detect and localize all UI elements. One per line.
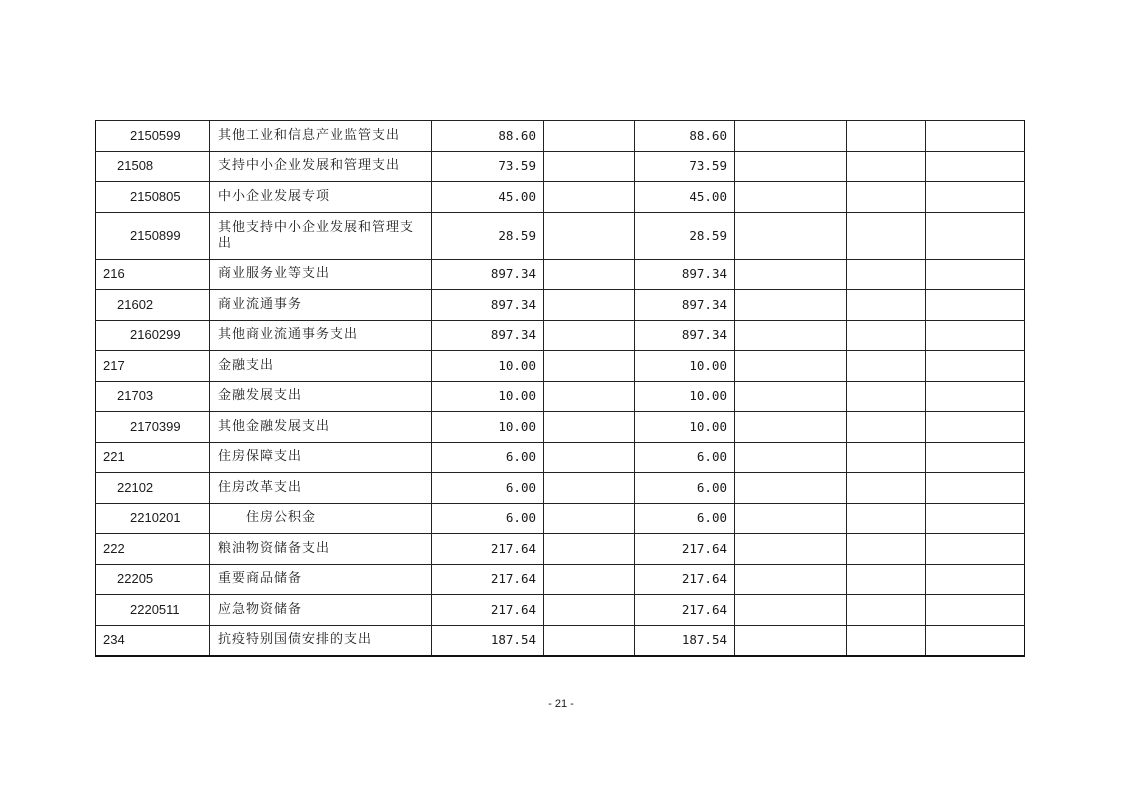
- total-amount-cell: 217.64: [432, 595, 544, 626]
- total-amount-cell: 217.64: [432, 534, 544, 565]
- amount-cell: [735, 351, 847, 382]
- subject-name-cell: 住房保障支出: [210, 442, 432, 473]
- total-amount-cell: 10.00: [432, 351, 544, 382]
- total-amount-cell: 217.64: [432, 564, 544, 595]
- page-number: - 21 -: [548, 698, 574, 710]
- amount-cell: [926, 290, 1025, 321]
- amount-cell: [926, 473, 1025, 504]
- amount-cell: [735, 151, 847, 182]
- table-row: [96, 151, 1025, 182]
- amount-cell: [926, 381, 1025, 412]
- table-row: [96, 290, 1025, 321]
- basic-expenditure-cell: 88.60: [635, 121, 735, 152]
- subject-code-cell: 234: [96, 625, 210, 656]
- amount-cell: [735, 121, 847, 152]
- amount-cell: [544, 182, 635, 213]
- subject-name-cell: 其他支持中小企业发展和管理支出: [210, 212, 432, 259]
- amount-cell: [544, 473, 635, 504]
- subject-name-cell: 其他工业和信息产业监管支出: [210, 121, 432, 152]
- table-row: [96, 473, 1025, 504]
- subject-name-cell: 抗疫特别国债安排的支出: [210, 625, 432, 656]
- basic-expenditure-cell: 187.54: [635, 625, 735, 656]
- subject-name-cell: 其他商业流通事务支出: [210, 320, 432, 351]
- amount-cell: [544, 412, 635, 443]
- subject-code-cell: 2210201: [96, 503, 210, 534]
- subject-name-cell: 住房公积金: [210, 503, 432, 534]
- subject-name-cell: 重要商品储备: [210, 564, 432, 595]
- table-row: [96, 442, 1025, 473]
- amount-cell: [926, 595, 1025, 626]
- amount-cell: [926, 625, 1025, 656]
- subject-code-cell: 21602: [96, 290, 210, 321]
- amount-cell: [847, 121, 926, 152]
- basic-expenditure-cell: 73.59: [635, 151, 735, 182]
- subject-name-cell: 支持中小企业发展和管理支出: [210, 151, 432, 182]
- amount-cell: [735, 182, 847, 213]
- amount-cell: [847, 381, 926, 412]
- amount-cell: [926, 151, 1025, 182]
- amount-cell: [735, 534, 847, 565]
- table-row: [96, 412, 1025, 443]
- amount-cell: [847, 259, 926, 290]
- subject-code-cell: 221: [96, 442, 210, 473]
- amount-cell: [847, 534, 926, 565]
- amount-cell: [735, 473, 847, 504]
- subject-name-cell: 中小企业发展专项: [210, 182, 432, 213]
- total-amount-cell: 6.00: [432, 442, 544, 473]
- amount-cell: [926, 564, 1025, 595]
- basic-expenditure-cell: 10.00: [635, 351, 735, 382]
- basic-expenditure-cell: 897.34: [635, 320, 735, 351]
- basic-expenditure-cell: 10.00: [635, 412, 735, 443]
- amount-cell: [544, 212, 635, 259]
- table-row: [96, 320, 1025, 351]
- amount-cell: [926, 503, 1025, 534]
- basic-expenditure-cell: 217.64: [635, 595, 735, 626]
- amount-cell: [735, 412, 847, 443]
- total-amount-cell: 73.59: [432, 151, 544, 182]
- amount-cell: [544, 351, 635, 382]
- table-row: [96, 121, 1025, 152]
- amount-cell: [544, 534, 635, 565]
- amount-cell: [926, 534, 1025, 565]
- basic-expenditure-cell: 6.00: [635, 442, 735, 473]
- subject-code-cell: 216: [96, 259, 210, 290]
- table-body: [96, 121, 1025, 657]
- amount-cell: [926, 412, 1025, 443]
- amount-cell: [544, 259, 635, 290]
- budget-table: [95, 120, 1025, 657]
- table-row: [96, 381, 1025, 412]
- amount-cell: [847, 473, 926, 504]
- table-row: [96, 625, 1025, 656]
- total-amount-cell: 897.34: [432, 259, 544, 290]
- subject-name-cell: 金融发展支出: [210, 381, 432, 412]
- amount-cell: [847, 412, 926, 443]
- basic-expenditure-cell: 6.00: [635, 503, 735, 534]
- basic-expenditure-cell: 897.34: [635, 259, 735, 290]
- amount-cell: [847, 442, 926, 473]
- table-row: [96, 503, 1025, 534]
- amount-cell: [544, 121, 635, 152]
- amount-cell: [847, 595, 926, 626]
- amount-cell: [926, 442, 1025, 473]
- table-row: [96, 595, 1025, 626]
- subject-code-cell: 22102: [96, 473, 210, 504]
- amount-cell: [544, 381, 635, 412]
- total-amount-cell: 6.00: [432, 503, 544, 534]
- subject-name-cell: 住房改革支出: [210, 473, 432, 504]
- amount-cell: [847, 564, 926, 595]
- subject-code-cell: 2220511: [96, 595, 210, 626]
- amount-cell: [544, 290, 635, 321]
- basic-expenditure-cell: 10.00: [635, 381, 735, 412]
- table-row: [96, 351, 1025, 382]
- subject-code-cell: 2150805: [96, 182, 210, 213]
- subject-code-cell: 217: [96, 351, 210, 382]
- basic-expenditure-cell: 897.34: [635, 290, 735, 321]
- basic-expenditure-cell: 217.64: [635, 564, 735, 595]
- amount-cell: [544, 320, 635, 351]
- subject-name-cell: 商业服务业等支出: [210, 259, 432, 290]
- subject-name-cell: 应急物资储备: [210, 595, 432, 626]
- amount-cell: [735, 212, 847, 259]
- amount-cell: [735, 320, 847, 351]
- amount-cell: [847, 320, 926, 351]
- total-amount-cell: 88.60: [432, 121, 544, 152]
- total-amount-cell: 897.34: [432, 320, 544, 351]
- amount-cell: [926, 259, 1025, 290]
- basic-expenditure-cell: 28.59: [635, 212, 735, 259]
- amount-cell: [735, 564, 847, 595]
- table-row: [96, 182, 1025, 213]
- amount-cell: [735, 259, 847, 290]
- amount-cell: [847, 625, 926, 656]
- subject-name-cell: 金融支出: [210, 351, 432, 382]
- subject-name-cell: 商业流通事务: [210, 290, 432, 321]
- subject-code-cell: 22205: [96, 564, 210, 595]
- amount-cell: [847, 182, 926, 213]
- table-row: [96, 534, 1025, 565]
- amount-cell: [735, 595, 847, 626]
- amount-cell: [926, 121, 1025, 152]
- subject-code-cell: 2170399: [96, 412, 210, 443]
- table-row: [96, 564, 1025, 595]
- subject-code-cell: 222: [96, 534, 210, 565]
- table-row: [96, 212, 1025, 259]
- amount-cell: [735, 290, 847, 321]
- subject-code-cell: 21703: [96, 381, 210, 412]
- total-amount-cell: 897.34: [432, 290, 544, 321]
- total-amount-cell: 6.00: [432, 473, 544, 504]
- subject-code-cell: 2150899: [96, 212, 210, 259]
- total-amount-cell: 45.00: [432, 182, 544, 213]
- amount-cell: [735, 442, 847, 473]
- amount-cell: [735, 625, 847, 656]
- amount-cell: [847, 290, 926, 321]
- table-row: [96, 259, 1025, 290]
- total-amount-cell: 10.00: [432, 381, 544, 412]
- amount-cell: [544, 625, 635, 656]
- amount-cell: [544, 564, 635, 595]
- amount-cell: [847, 212, 926, 259]
- amount-cell: [926, 320, 1025, 351]
- amount-cell: [926, 351, 1025, 382]
- amount-cell: [735, 503, 847, 534]
- subject-name-cell: 其他金融发展支出: [210, 412, 432, 443]
- amount-cell: [847, 503, 926, 534]
- amount-cell: [847, 151, 926, 182]
- total-amount-cell: 187.54: [432, 625, 544, 656]
- amount-cell: [544, 595, 635, 626]
- total-amount-cell: 10.00: [432, 412, 544, 443]
- basic-expenditure-cell: 217.64: [635, 534, 735, 565]
- amount-cell: [544, 442, 635, 473]
- amount-cell: [926, 182, 1025, 213]
- amount-cell: [847, 351, 926, 382]
- amount-cell: [544, 503, 635, 534]
- amount-cell: [735, 381, 847, 412]
- amount-cell: [926, 212, 1025, 259]
- subject-code-cell: 21508: [96, 151, 210, 182]
- total-amount-cell: 28.59: [432, 212, 544, 259]
- amount-cell: [544, 151, 635, 182]
- subject-code-cell: 2160299: [96, 320, 210, 351]
- basic-expenditure-cell: 6.00: [635, 473, 735, 504]
- subject-code-cell: 2150599: [96, 121, 210, 152]
- subject-name-cell: 粮油物资储备支出: [210, 534, 432, 565]
- basic-expenditure-cell: 45.00: [635, 182, 735, 213]
